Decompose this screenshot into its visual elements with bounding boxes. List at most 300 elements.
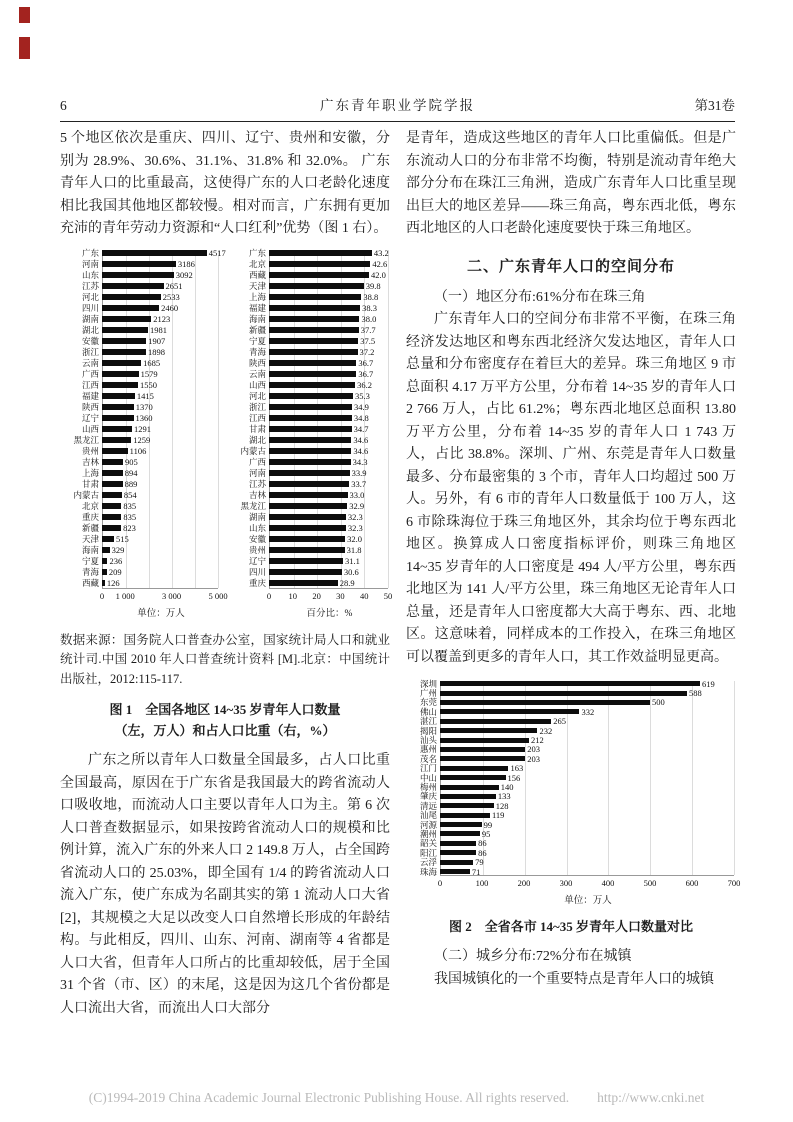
right-column (406, 128, 741, 1020)
bar-track (269, 369, 388, 379)
bar (102, 349, 146, 355)
bar-category-label: 汕尾 (419, 810, 437, 821)
bar-row (227, 446, 390, 457)
bar-row (60, 578, 220, 589)
bar-value-label: 4517 (208, 248, 226, 258)
figure1-caption (60, 699, 390, 741)
axis-tick-label: 10 (288, 590, 298, 601)
bar-category-label: 阳江 (419, 847, 437, 858)
bar (269, 261, 370, 267)
bar-row (406, 773, 736, 782)
bar (269, 349, 358, 355)
bar-category-label: 陕西 (81, 402, 99, 412)
axis-tick-label: 50 (383, 590, 393, 601)
bar (102, 371, 139, 377)
bar-row (406, 801, 736, 810)
axis-tick-label: 0 (266, 590, 272, 601)
bar-value-label: 1370 (135, 402, 153, 412)
bar (102, 250, 207, 256)
bar-category-label: 江西 (81, 380, 99, 390)
bar-category-label: 宁夏 (81, 556, 99, 566)
bar-row (406, 820, 736, 829)
bar-row (406, 679, 736, 688)
bar-value-label: 203 (527, 753, 540, 764)
bar-row (406, 867, 736, 876)
bar-track (102, 380, 218, 390)
bar-value-label: 1106 (129, 446, 147, 456)
bar-track (102, 314, 218, 324)
bar-row (60, 347, 220, 358)
bar-value-label: 1360 (135, 413, 153, 423)
bar-category-label: 江苏 (81, 281, 99, 291)
bar (102, 503, 121, 509)
left-column (60, 128, 393, 1020)
bar-value-label: 332 (581, 706, 595, 717)
bar-value-label: 86 (478, 838, 487, 849)
bar-category-label: 甘肃 (81, 479, 99, 489)
bar-row (227, 391, 390, 402)
axis-tick-label: 0 (99, 590, 105, 601)
bar-row (227, 545, 390, 556)
bar-track (102, 248, 226, 258)
bar-category-label: 海南 (81, 545, 99, 555)
bar-category-label: 黑龙江 (240, 501, 266, 511)
bar-value-label: 905 (124, 457, 138, 467)
bar (102, 327, 148, 333)
bar (102, 415, 134, 421)
bar (102, 426, 132, 432)
bar-category-label: 汕头 (419, 735, 437, 746)
bar-row (227, 413, 390, 424)
bar-track (102, 490, 218, 500)
bar-track (269, 490, 388, 500)
bar-value-label: 43.2 (373, 248, 389, 258)
bar-category-label: 山西 (248, 380, 266, 390)
bar-track (269, 446, 388, 456)
bar-track (102, 556, 218, 566)
bar-row (406, 839, 736, 848)
bar-value-label: 33.9 (351, 468, 367, 478)
bar-category-label: 山东 (81, 270, 99, 280)
bar (269, 393, 353, 399)
bar-value-label: 34.7 (353, 424, 369, 434)
bar-category-label: 黑龙江 (73, 435, 99, 445)
bar-row (406, 707, 736, 716)
bar-row (406, 848, 736, 857)
bar-value-label: 1907 (148, 336, 166, 346)
bar (269, 547, 345, 553)
bar-track (102, 358, 218, 368)
bar-value-label: 2460 (161, 303, 179, 313)
bar (440, 756, 525, 761)
axis-tick-label: 0 (437, 878, 443, 889)
bar-value-label: 1685 (143, 358, 161, 368)
bar-category-label: 重庆 (81, 512, 99, 522)
bar-track (102, 545, 218, 555)
bar-value-label: 156 (507, 772, 521, 783)
bar-track (102, 446, 218, 456)
bar-row (60, 325, 220, 336)
bar-value-label: 1259 (133, 435, 151, 445)
bar-row (406, 792, 736, 801)
paragraph: 广东青年人口的空间分布非常不平衡，在珠三角经济发达地区和粤东西北经济欠发达地区，青年人口总量和分布密度存在着巨大的差异。珠三角地区 9 市总面积 4.17 万平方公里，分布着 14~35 岁的青年人口 2 766 万人，占比 61.2%；粤东西北地区总面积 13.80 万平方公里，分布着 14~35 岁的青年人口 1 743 万人，占比 38.8%。深圳、广州、东莞是青年人口数量最多、分布最密集的 3 个市，青年人口均超过 500 万人。另外，有 6 市的青年人口数量低于 100 万人，这 6 市除珠海位于珠三角地区外，其余均位于粤东西北地区。换算成人口密度指标评价，则珠三角地区 14~35 岁青年的人口密度是 494 人/平方公里，粤东西北地区为 141 人/平方公里，珠三角地区无论青年人口总量，还是青年人口密度都大大高于粤东、西、北地区。这意味着，同样成本的工作投入，在珠三角地区可以覆盖到更多的青年人口，其工作效益明显更高。 (406, 312, 736, 665)
bar (440, 822, 482, 827)
bar-row (60, 446, 220, 457)
bar-category-label: 河北 (248, 391, 266, 401)
bar-category-label: 肇庆 (419, 791, 437, 802)
bar (440, 700, 650, 705)
bar-row (227, 523, 390, 534)
bar-value-label: 3092 (175, 270, 193, 280)
bar-category-label: 揭阳 (419, 725, 437, 736)
bar-row (227, 578, 390, 589)
bar (269, 558, 343, 564)
bar-track (102, 413, 218, 423)
bar-track (269, 314, 388, 324)
bar-track (269, 281, 388, 291)
bar (269, 492, 348, 498)
bar-row (227, 248, 390, 259)
bar-track (102, 369, 218, 379)
bar (102, 305, 159, 311)
bar-category-label: 东莞 (419, 697, 437, 708)
figure1-caption-line2: （左，万人）和占人口比重（右，%） (114, 723, 336, 738)
bar-category-label: 福建 (81, 391, 99, 401)
scan-artifact-mark (19, 37, 30, 59)
axis-tick-label: 300 (559, 878, 573, 889)
bar-row (406, 735, 736, 744)
sub-heading: （二）城乡分布:72%分布在城镇 (434, 949, 632, 965)
bar-value-label: 33.7 (351, 479, 367, 489)
bar (269, 327, 359, 333)
bar-category-label: 西藏 (81, 578, 99, 588)
bar-row (60, 413, 220, 424)
bar (440, 869, 470, 874)
bar (269, 294, 361, 300)
bar-track (102, 347, 218, 357)
bar-category-label: 中山 (419, 772, 437, 783)
bar-row (227, 512, 390, 523)
bar-value-label: 823 (123, 523, 136, 533)
bar-category-label: 新疆 (248, 325, 266, 335)
bar-value-label: 34.9 (354, 402, 369, 412)
bar-value-label: 329 (111, 545, 125, 555)
bar (269, 382, 355, 388)
bar-value-label: 163 (510, 763, 524, 774)
bar-track (269, 512, 388, 522)
bar (269, 536, 345, 542)
bar-row (406, 764, 736, 773)
bar (440, 794, 496, 799)
bar-track (269, 457, 388, 467)
bar-category-label: 广东 (81, 248, 99, 258)
bar-row (227, 402, 390, 413)
bar-row (227, 501, 390, 512)
bar-row (406, 754, 736, 763)
bar-value-label: 37.2 (359, 347, 375, 357)
bar (269, 360, 356, 366)
bar-row (60, 292, 220, 303)
bar-row (60, 523, 220, 534)
bar-track (269, 402, 388, 412)
bar-row (60, 479, 220, 490)
bar (440, 719, 551, 724)
bar-value-label: 32.3 (347, 523, 363, 533)
bar (269, 470, 350, 476)
bar-value-label: 38.3 (362, 303, 378, 313)
bar-track (102, 468, 218, 478)
bar-track (102, 303, 218, 313)
bar-value-label: 894 (124, 468, 138, 478)
chart-plot-area (406, 679, 736, 876)
axis-tick-label: 20 (312, 590, 321, 601)
axis-tick-label: 400 (601, 878, 615, 889)
bar-value-label: 128 (495, 800, 509, 811)
bar-category-label: 湖北 (81, 325, 99, 335)
bar-row (227, 281, 390, 292)
bar (269, 415, 352, 421)
bar (102, 558, 107, 564)
axis-tick-label: 5 000 (208, 590, 228, 601)
bar-row (227, 534, 390, 545)
bar-row (227, 424, 390, 435)
cnki-copyright-footer (0, 1090, 793, 1106)
figure2-bar-chart (406, 678, 741, 907)
bar-category-label: 贵州 (81, 446, 99, 456)
figure1 (60, 248, 393, 619)
bar-value-label: 1550 (139, 380, 157, 390)
bar-track (269, 413, 388, 423)
bar-category-label: 青海 (248, 347, 266, 357)
bar-value-label: 126 (106, 578, 120, 588)
bar-category-label: 河源 (419, 819, 437, 830)
bar-category-label: 茂名 (419, 753, 437, 764)
bar-row (227, 435, 390, 446)
bar-category-label: 内蒙古 (73, 490, 99, 500)
bar (269, 426, 352, 432)
bar (440, 860, 473, 865)
bar-track (102, 325, 218, 335)
bar-track (102, 534, 218, 544)
bar-track (102, 479, 218, 489)
bar-category-label: 山东 (248, 523, 266, 533)
bar-category-label: 湖南 (248, 512, 266, 522)
bar-row (406, 717, 736, 726)
bar-value-label: 71 (471, 866, 481, 877)
bar-row (227, 270, 390, 281)
bar-category-label: 云浮 (419, 857, 437, 868)
bar-category-label: 上海 (248, 292, 266, 302)
bar-row (60, 556, 220, 567)
bar-value-label: 835 (123, 501, 137, 511)
bar-value-label: 37.7 (360, 325, 376, 335)
bar-track (102, 512, 218, 522)
bar-row (227, 325, 390, 336)
figure1-right-bar-chart (227, 248, 393, 619)
bar-value-label: 1415 (136, 391, 154, 401)
bar-row (60, 534, 220, 545)
bar (102, 481, 123, 487)
bar-value-label: 39.8 (365, 281, 381, 291)
bar-track (102, 578, 218, 588)
bar-value-label: 36.7 (358, 358, 374, 368)
bar-category-label: 广西 (81, 369, 99, 379)
bar-category-label: 惠州 (419, 744, 437, 755)
bar-track (102, 424, 218, 434)
bar-category-label: 四川 (248, 567, 266, 577)
bar-value-label: 37.5 (360, 336, 376, 346)
bar (102, 294, 161, 300)
bar (440, 747, 525, 752)
bar-value-label: 854 (123, 490, 137, 500)
axis-tick-label: 3 000 (162, 590, 182, 601)
bar (269, 448, 351, 454)
bar-category-label: 上海 (81, 468, 99, 478)
bar-category-label: 辽宁 (248, 556, 266, 566)
bar-value-label: 1579 (140, 369, 158, 379)
cnki-url: http://www.cnki.net (597, 1090, 705, 1105)
bar-track (102, 336, 218, 346)
bar-value-label: 86 (478, 847, 487, 858)
page-number: 6 (60, 98, 67, 113)
bar (440, 785, 499, 790)
bar (440, 691, 687, 696)
bar-category-label: 湖北 (248, 435, 266, 445)
bar-track (102, 259, 218, 269)
figure2-caption: 图 2 全省各市 14~35 岁青年人口数量对比 (448, 919, 693, 935)
bar-row (60, 314, 220, 325)
bar-value-label: 140 (500, 782, 514, 792)
chart-plot-area (227, 248, 390, 589)
bar (102, 360, 141, 366)
bar-category-label: 河南 (248, 468, 266, 478)
axis-tick-label: 1 000 (115, 590, 135, 601)
bar-value-label: 32.3 (347, 512, 363, 522)
bar-value-label: 2123 (153, 314, 171, 324)
bar (269, 437, 351, 443)
bar-row (227, 479, 390, 490)
bar-row (60, 545, 220, 556)
bar-value-label: 212 (531, 735, 544, 746)
bar-category-label: 广西 (248, 457, 266, 467)
bar-category-label: 安徽 (81, 336, 99, 346)
bar-row (406, 726, 736, 735)
bar-category-label: 湖南 (81, 314, 99, 324)
bar-value-label: 500 (652, 697, 665, 708)
bar-value-label: 30.6 (343, 567, 359, 577)
page-header (60, 94, 735, 122)
axis-unit-label: 单位：万人 (137, 608, 185, 619)
bar (440, 803, 494, 808)
bar-value-label: 32.9 (349, 501, 365, 511)
bar-row (227, 358, 390, 369)
bar-row (406, 810, 736, 819)
volume-number: 第31卷 (694, 98, 735, 113)
bar-row (406, 857, 736, 866)
bar-value-label: 36.2 (357, 380, 373, 390)
bar-row (60, 336, 220, 347)
bar-row (406, 688, 736, 697)
bar-value-label: 31.8 (346, 545, 362, 555)
bar-track (269, 534, 388, 544)
bar (269, 371, 356, 377)
bar-value-label: 515 (115, 534, 129, 544)
x-axis (266, 589, 393, 602)
bar-value-label: 203 (527, 744, 540, 755)
chart-plot-area (60, 248, 226, 589)
bar-row (60, 303, 220, 314)
x-axis (437, 876, 741, 889)
data-source-note: 数据来源：国务院人口普查办公室，国家统计局人口和就业统计司.中国 2010 年人口普查统计资料 [M].北京：中国统计出版社，2012:115-117. (60, 632, 390, 686)
figure1-left-bar-chart (60, 248, 228, 619)
bar (102, 536, 114, 542)
bar (269, 283, 364, 289)
paragraph: 5 个地区依次是重庆、四川、辽宁、贵州和安徽，分别为 28.9%、30.6%、31.1%、31.8% 和 32.0%。 广东青年人口的比重最高，这使得广东的人口老龄化速度相比我国其他地区都较慢。相对而言，广东拥有更加充沛的青年劳动力资源和“人口红利”优势（图 1 右）。 (60, 131, 390, 236)
bar-value-label: 38.8 (363, 292, 379, 302)
bar-row (60, 270, 220, 281)
bar-row (227, 303, 390, 314)
axis-tick-label: 500 (643, 878, 657, 889)
bar-value-label: 209 (108, 567, 122, 577)
bar-row (60, 457, 220, 468)
bar-category-label: 山西 (81, 424, 99, 434)
bar-category-label: 深圳 (419, 678, 437, 689)
bar-row (227, 336, 390, 347)
bar-value-label: 34.8 (353, 413, 369, 423)
bar-row (60, 380, 220, 391)
bar-track (269, 292, 388, 302)
bar-category-label: 潮州 (419, 828, 437, 839)
paragraph: 是青年，造成这些地区的青年人口比重偏低。但是广东流动人口的分布非常不均衡，特别是流动青年绝大部分分布在珠江三角洲，造成广东青年人口比重呈现出巨大的地区差异——珠三角高，粤东西北低，粤东西北地区的人口老龄化速度要快于珠三角地区。 (406, 131, 736, 236)
bar-track (269, 391, 388, 401)
bar-value-label: 99 (483, 819, 493, 830)
bar-row (227, 567, 390, 578)
bar-value-label: 42.6 (372, 259, 388, 269)
bar-value-label: 36.7 (358, 369, 374, 379)
bar-row (227, 292, 390, 303)
bar-row (60, 358, 220, 369)
bar (102, 261, 176, 267)
bar (269, 272, 369, 278)
bar-category-label: 广东 (248, 248, 266, 258)
bar-value-label: 889 (124, 479, 138, 489)
bar-category-label: 安徽 (248, 534, 266, 544)
journal-title: 广东青年职业学院学报 (320, 98, 475, 113)
bar (440, 681, 700, 686)
bar-row (60, 402, 220, 413)
bar-row (60, 391, 220, 402)
bar (102, 272, 174, 278)
bar-row (227, 314, 390, 325)
bar (440, 841, 476, 846)
bar-value-label: 236 (109, 556, 123, 566)
bar-track (269, 248, 388, 258)
bar (102, 283, 164, 289)
bar (102, 459, 123, 465)
bar-track (269, 479, 388, 489)
bar-value-label: 119 (491, 810, 505, 821)
bar-value-label: 79 (475, 857, 484, 868)
sub-heading: （一）地区分布:61%分布在珠三角 (434, 289, 646, 305)
bar-value-label: 619 (701, 678, 715, 689)
bar-category-label: 北京 (248, 259, 266, 269)
bar-value-label: 588 (688, 688, 702, 699)
bar-category-label: 四川 (81, 303, 99, 313)
bar-track (269, 468, 388, 478)
bar-track (269, 545, 388, 555)
bar-track (102, 567, 218, 577)
bar (440, 775, 506, 780)
